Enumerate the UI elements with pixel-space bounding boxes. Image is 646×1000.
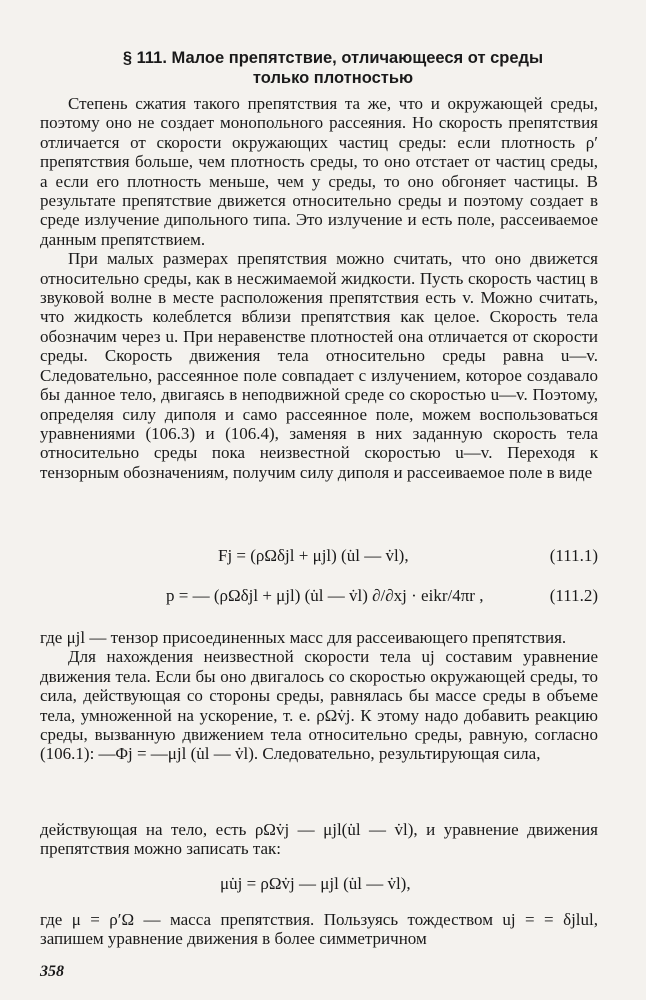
paragraph-4: Для нахождения неизвестной скорости тела uj составим уравнение движения тела. Если бы оно двигалось со скоростью окружающей среды, то сила, действующая со стороны среды, равнялась бы массе среды в объеме тела, умноженной на ускорение, т. е. ρΩv̇j. К этому надо добавить реакцию среды, вызванную движением тела относительно среды, равную, согласно (106.1): —Φj = —μjl (u̇l — v̇l). Следовательно, результирующая сила, [40, 647, 598, 764]
equation-111-2-number: (111.2) [549, 586, 598, 605]
equation-111-1-number: (111.1) [549, 546, 598, 565]
paragraph-1: Степень сжатия такого препятствия та же, что и окружающей среды, поэтому оно не создает монопольного рассеяния. Но скорость препятствия отличается от скорости окружающих частиц среды: если плотность ρ′ препятствия больше, чем плотность среды, то оно отстает от частиц среды, а если его плотность меньше, чем у среды, то оно обгоняет частицы. В результате препятствие движется относительно среды и поэтому создает в среде излучение дипольного типа. Это излучение и есть поле, рассеиваемое данным препятствием. [40, 94, 598, 249]
text-block-3 [40, 820, 598, 859]
section-heading-line1: § 111. Малое препятствие, отличающееся от среды [122, 49, 544, 67]
text-block-2 [40, 628, 598, 764]
paragraph-3: где μjl — тензор присоединенных масс для рассеивающего препятствия. [40, 628, 567, 647]
section-heading [60, 48, 606, 88]
paragraph-5: действующая на тело, есть ρΩv̇j — μjl(u̇l — v̇l), и уравнение движения препятствия можно записать так: [40, 820, 598, 859]
text-block-4 [40, 910, 598, 949]
equation-motion [40, 868, 598, 902]
paragraph-2: При малых размерах препятствия можно считать, что оно движется относительно среды, как в несжимаемой жидкости. Пусть скорость частиц в звуковой волне в месте расположения препятствия есть v. Можно считать, что жидкость колеблется вблизи препятствия как целое. Скорость тела обозначим через u. При неравенстве плотностей она отличается от скорости среды. Скорость движения тела относительно среды равна u—v. Следовательно, рассеянное поле совпадает с излучением, которое создавало бы данное тело, двигаясь в неподвижной среде со скоростью u—v. Поэтому, определяя силу диполя и само рассеянное поле, можем воспользоваться уравнениями (106.3) и (106.4), заменяя в них заданную скорость тела относительно среды пока неизвестной скоростью u—v. Переходя к тензорным обозначениям, получим силу диполя и рассеиваемое поле в виде [40, 249, 598, 482]
equation-motion-formula: μu̇j = ρΩv̇j — μjl (u̇l — v̇l), [220, 874, 411, 893]
equation-111-1-formula: Fj = (ρΩδjl + μjl) (u̇l — v̇l), [218, 546, 409, 565]
page-number: 358 [40, 963, 64, 980]
paragraph-6: где μ = ρ′Ω — масса препятствия. Пользуясь тождеством uj = = δjlul, запишем уравнение движения в более симметричном [40, 910, 598, 949]
section-heading-line2: только плотностью [252, 69, 414, 87]
equation-111-2 [40, 580, 598, 614]
equation-111-1 [40, 540, 598, 574]
text-block-1 [40, 94, 598, 482]
equation-111-2-formula: p = — (ρΩδjl + μjl) (u̇l — v̇l) ∂/∂xj · eikr/4πr , [166, 586, 484, 605]
